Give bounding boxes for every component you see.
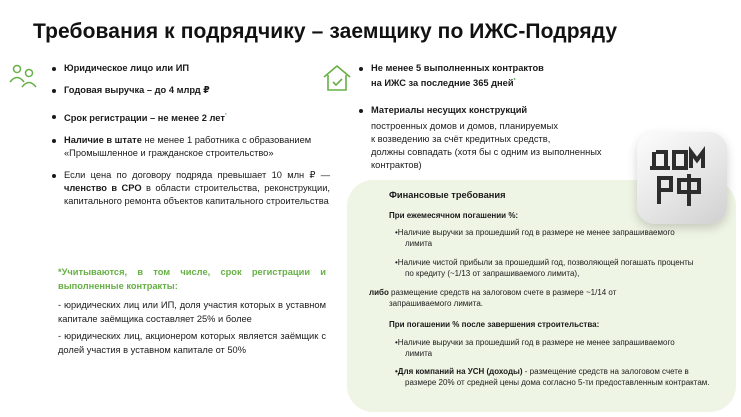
list-item xyxy=(34,169,330,208)
requirement-sro-pre: Если цена по договору подряда превышает 10 млн ₽ — xyxy=(64,170,330,181)
monthly-heading: При ежемесячном погашении %: xyxy=(389,211,519,220)
house-icon xyxy=(320,62,354,94)
panel-line: запрашиваемого лимита. xyxy=(389,299,484,308)
requirement-staff-bold: Наличие в штате xyxy=(64,135,142,146)
materials-line: должны совпадать (хотя бы с одним из выполненных xyxy=(371,147,602,158)
list-item xyxy=(34,134,330,160)
panel-line: размещение средств на залоговом счете в размере ~1/14 от xyxy=(388,288,617,297)
panel-item xyxy=(369,287,616,309)
contracts-line: Не менее 5 выполненных контрактов xyxy=(371,63,544,73)
requirement-legal-entity: Юридическое лицо или ИП xyxy=(64,63,190,73)
panel-line: лимита xyxy=(405,239,433,248)
panel-line: - размещение средств на залоговом счете в xyxy=(522,367,689,376)
footnote-mark: * xyxy=(513,78,516,84)
list-item xyxy=(357,62,617,90)
list-item xyxy=(34,110,330,125)
panel-heading: Финансовые требования xyxy=(389,190,506,200)
requirement-revenue: Годовая выручка – до 4 млрд ₽ xyxy=(64,85,210,95)
list-item xyxy=(34,84,330,97)
requirement-registration: Срок регистрации – не менее 2 лет xyxy=(64,113,225,124)
bullet-icon xyxy=(52,115,56,119)
right-requirements xyxy=(357,62,617,172)
panel-item xyxy=(395,227,675,249)
panel-line: •Наличие выручки за прошедший год в размере не менее запрашиваемого xyxy=(395,338,675,347)
contracts-line: на ИЖС за последние 365 дней xyxy=(371,78,514,89)
bullet-icon xyxy=(359,67,363,71)
list-item xyxy=(357,104,617,117)
materials-text xyxy=(357,120,617,172)
materials-line: к возведению за счёт кредитных средств, xyxy=(371,134,551,145)
list-item xyxy=(34,62,330,75)
domrf-logo xyxy=(637,132,727,224)
footnote-item: - юридических лиц, акционером которых является заёмщик с долей участия в уставном капитале от 50% xyxy=(58,331,326,355)
panel-line: по кредиту (~1/13 от запрашиваемого лимита), xyxy=(405,269,580,278)
page-title: Требования к подрядчику – заемщику по ИЖС-Подряду xyxy=(33,20,618,43)
bullet-icon xyxy=(359,109,363,113)
bullet-icon xyxy=(52,89,56,93)
bullet-icon xyxy=(52,174,56,178)
bullet-icon xyxy=(52,67,56,71)
bullet-icon xyxy=(52,139,56,143)
requirement-sro-post: в области строительства, реконструкции, капитального ремонта объектов капитального строительства xyxy=(64,183,330,207)
panel-line: •Наличие чистой прибыли за прошедший год, позволяющей погашать проценты xyxy=(395,258,694,267)
footnote-block xyxy=(58,265,326,357)
panel-line: •Наличие выручки за прошедший год в размере не менее запрашиваемого xyxy=(395,228,675,237)
materials-heading: Материалы несущих конструкций xyxy=(371,105,528,116)
panel-usn-bold: •Для компаний на УСН (доходы) xyxy=(395,367,523,376)
requirement-staff: не менее 1 работника с образованием «Промышленное и гражданское строительство» xyxy=(64,135,312,159)
panel-line: лимита xyxy=(405,349,433,358)
materials-line: контрактов) xyxy=(371,160,422,171)
footnote-heading: *Учитываются, в том числе, срок регистрации и выполненные контракты: xyxy=(58,267,326,291)
footnote-item: - юридических лиц или ИП, доля участия которых в уставном капитале заёмщика составляет 25% и более xyxy=(58,300,326,324)
footnote-mark: * xyxy=(224,113,227,119)
panel-item xyxy=(395,257,694,279)
panel-either-bold: либо xyxy=(369,288,389,297)
left-requirements xyxy=(34,62,330,216)
requirement-sro-bold: членство в СРО xyxy=(64,183,142,194)
after-construction-heading: При погашении % после завершения строительства: xyxy=(389,320,600,329)
materials-line: построенных домов и домов, планируемых xyxy=(371,121,558,132)
panel-item xyxy=(395,366,710,388)
panel-item xyxy=(395,337,675,359)
panel-line: размере 20% от средней цены дома согласно 5-ти предоставленным контрактам. xyxy=(405,378,710,387)
